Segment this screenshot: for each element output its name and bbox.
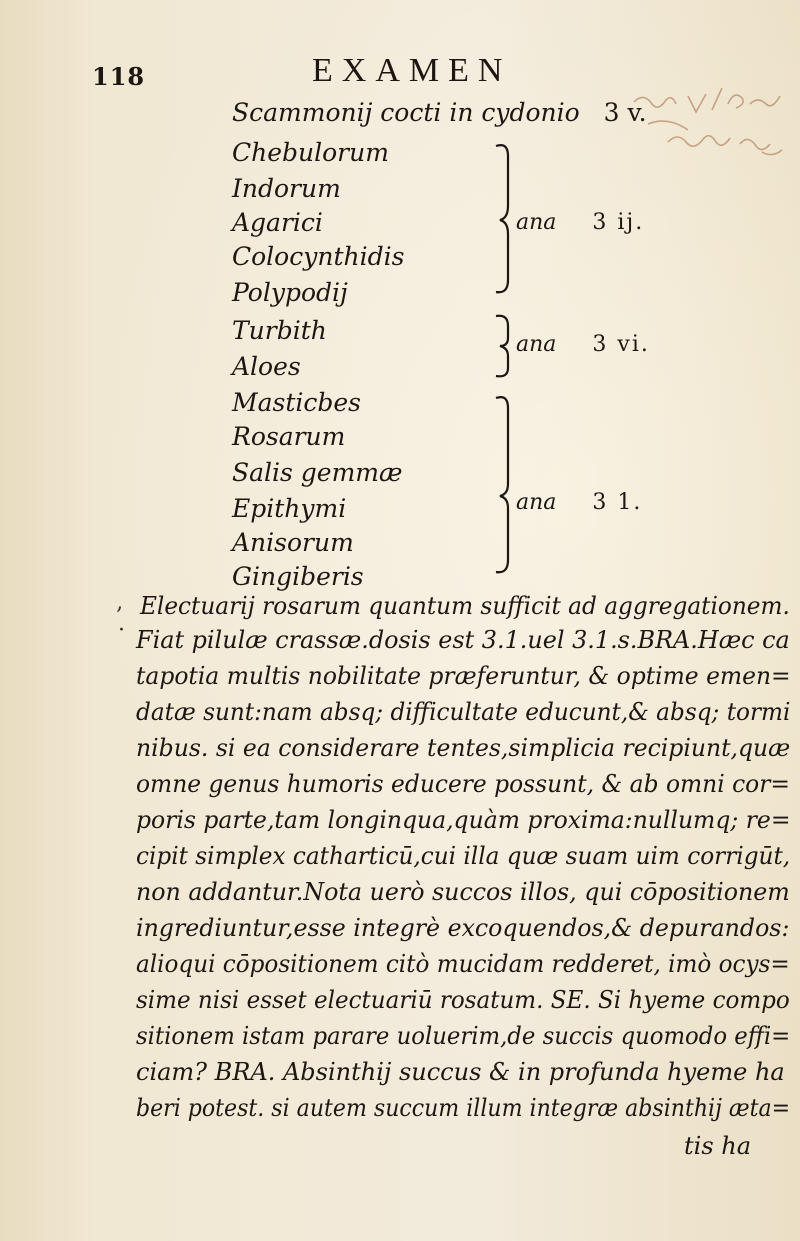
brace-icon	[492, 140, 516, 298]
ingredient-name: Aloes	[232, 352, 301, 381]
text-line: datæ sunt:nam absq; difficultate educunt,& absq; tormi	[136, 698, 791, 726]
ingredient-name: Epithymi	[232, 494, 347, 523]
text-line: sitionem istam parare uoluerim,de succis quomodo effi=	[136, 1022, 791, 1050]
ingredient-name: Scammonij cocti in cydonio	[232, 98, 580, 127]
text-line: omne genus humoris educere possunt, & ab omni cor=	[136, 770, 790, 798]
ingredient-name: Anisorum	[232, 528, 354, 557]
ingredient-name: Chebulorum	[232, 138, 389, 167]
text-line: ingrediuntur,esse integrè excoquendos,& depurandos:	[136, 914, 790, 942]
running-header: EXAMEN	[312, 52, 512, 89]
ingredient-name: Rosarum	[232, 422, 346, 451]
ingredient-name: Salis gemmæ	[232, 458, 403, 487]
ingredient-name: Colocynthidis	[232, 242, 405, 271]
text-line: tapotia multis nobilitate præferuntur, & optime emen=	[136, 662, 791, 690]
dose-line	[516, 332, 650, 357]
ana-label: ana	[516, 490, 557, 515]
text-line: nibus. si ea considerare tentes,simplicia recipiunt,quæ	[136, 734, 791, 762]
ingredient-name: Turbith	[232, 316, 327, 345]
ingredient-name: Gingiberis	[232, 562, 364, 591]
dose-line	[516, 490, 642, 515]
ingredient-name: Masticbes	[232, 388, 362, 417]
text-line: Fiat pilulæ crassæ.dosis est 3.1.uel 3.1.s.BRA.Hæc ca	[136, 626, 790, 654]
text-line: non addantur.Nota uerò succos illos, qui cōpositionem	[136, 878, 790, 906]
ingredient-name: Indorum	[232, 174, 341, 203]
text-line: Electuarij rosarum quantum sufficit ad aggregationem.	[140, 592, 790, 620]
dose: 3 v.	[603, 98, 647, 127]
dose: 3 ij.	[592, 210, 645, 235]
page-number: 118	[92, 62, 146, 91]
text-line: ciam? BRA. Absinthij succus & in profunda hyeme ha	[136, 1058, 785, 1086]
margin-mark-icon: ‚	[116, 590, 123, 615]
ingredient-name: Polypodij	[232, 278, 348, 307]
recipe-first-line	[232, 98, 647, 127]
text-line: sime nisi esset electuariū rosatum. SE. Si hyeme compo	[136, 986, 790, 1014]
text-line: cipit simplex catharticū,cui illa quæ suam uim corrigūt,	[136, 842, 791, 870]
brace-icon	[492, 312, 516, 380]
dose: 3 vi.	[592, 332, 650, 357]
ingredient-name: Agarici	[232, 208, 323, 237]
catchword: tis ha	[684, 1132, 752, 1160]
dose-line	[516, 210, 644, 235]
ana-label: ana	[516, 332, 557, 357]
brace-icon	[492, 392, 516, 578]
ana-label: ana	[516, 210, 557, 235]
text-line: alioqui cōpositionem citò mucidam redderet, imò ocys=	[136, 950, 790, 978]
dose: 3 1.	[592, 490, 643, 515]
margin-mark-icon: ·	[118, 618, 125, 643]
handwritten-annotation	[628, 86, 798, 176]
text-line: beri potest. si autem succum illum integræ absinthij æta=	[136, 1094, 791, 1122]
text-line: poris parte,tam longinqua,quàm proxima:nullumq; re=	[136, 806, 791, 834]
